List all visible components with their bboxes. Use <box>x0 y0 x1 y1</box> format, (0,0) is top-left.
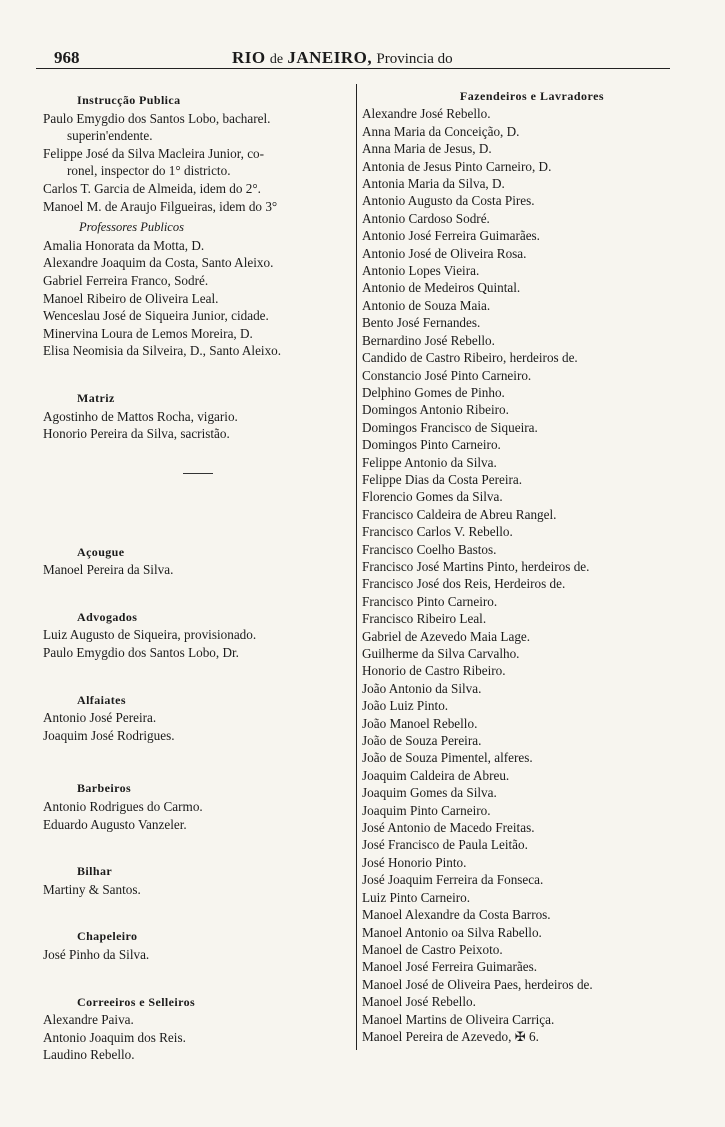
list-item: Domingos Francisco de Siqueira. <box>362 419 538 435</box>
list-item: Antonio Joaquim dos Reis. <box>43 1029 186 1045</box>
list-item: Martiny & Santos. <box>43 881 141 897</box>
list-item: Manoel M. de Araujo Filgueiras, idem do 3° <box>43 198 278 214</box>
list-item: Francisco Ribeiro Leal. <box>362 611 487 627</box>
list-item: Luiz Pinto Carneiro. <box>362 889 471 905</box>
list-item: Wenceslau José de Siqueira Junior, cidade. <box>43 308 269 324</box>
section-heading-alfaiates: Alfaiates <box>77 692 126 707</box>
list-item: Francisco Carlos V. Rebello. <box>362 524 513 540</box>
list-item: Bento José Fernandes. <box>362 315 481 331</box>
list-item: Antonio de Medeiros Quintal. <box>362 280 521 296</box>
list-item: Manoel de Castro Peixoto. <box>362 941 503 957</box>
list-item: Paulo Emygdio dos Santos Lobo, Dr. <box>43 645 239 661</box>
list-item: Eduardo Augusto Vanzeler. <box>43 816 187 832</box>
list-item: Constancio José Pinto Carneiro. <box>362 367 532 383</box>
list-item: João de Souza Pimentel, alferes. <box>362 750 533 766</box>
list-item: Paulo Emygdio dos Santos Lobo, bacharel. <box>43 110 271 126</box>
list-item: Antonio José Ferreira Guimarães. <box>362 228 540 244</box>
list-item: Antonio Lopes Vieira. <box>362 263 480 279</box>
list-item: Francisco José dos Reis, Herdeiros de. <box>362 576 566 592</box>
list-item: Alexandre José Rebello. <box>362 106 491 122</box>
list-item: Domingos Antonio Ribeiro. <box>362 402 509 418</box>
list-item: Francisco Caldeira de Abreu Rangel. <box>362 506 557 522</box>
list-item: Antonio Cardoso Sodré. <box>362 210 490 226</box>
section-heading-matriz: Matriz <box>77 390 115 405</box>
list-item: Carlos T. Garcia de Almeida, idem do 2°. <box>43 180 261 196</box>
list-item: Gabriel Ferreira Franco, Sodré. <box>43 272 209 288</box>
section-heading-chapeleiro: Chapeleiro <box>77 929 138 944</box>
list-item: Antonio José Pereira. <box>43 710 157 726</box>
list-item: Delphino Gomes de Pinho. <box>362 384 505 400</box>
list-item: Francisco Coelho Bastos. <box>362 541 497 557</box>
list-item: Gabriel de Azevedo Maia Lage. <box>362 628 531 644</box>
page-header <box>40 48 680 74</box>
list-item: Antonio Rodrigues do Carmo. <box>43 799 203 815</box>
list-item: Alexandre Joaquim da Costa, Santo Aleixo. <box>43 255 274 271</box>
running-title <box>232 48 453 68</box>
list-item: Manoel Ribeiro de Oliveira Leal. <box>43 290 219 306</box>
list-item: Anna Maria da Conceição, D. <box>362 123 520 139</box>
list-item: Manoel Alexandre da Costa Barros. <box>362 907 551 923</box>
section-heading-advogados: Advogados <box>77 609 138 624</box>
list-item: Luiz Augusto de Siqueira, provisionado. <box>43 627 257 643</box>
list-item: Antonia de Jesus Pinto Carneiro, D. <box>362 158 552 174</box>
list-item: Manoel Martins de Oliveira Carriça. <box>362 1011 555 1027</box>
list-item: Francisco José Martins Pinto, herdeiros de. <box>362 558 590 574</box>
list-item: Manoel Pereira de Azevedo, ✠ 6. <box>362 1028 539 1044</box>
list-item: José Pinho da Silva. <box>43 947 150 962</box>
list-item: Antonio de Souza Maia. <box>362 297 491 313</box>
list-item: Antonio José de Oliveira Rosa. <box>362 245 527 261</box>
list-item: Florencio Gomes da Silva. <box>362 489 503 505</box>
list-item: João Manoel Rebello. <box>362 715 478 731</box>
list-item: José Honorio Pinto. <box>362 854 467 870</box>
list-item: João Antonio da Silva. <box>362 680 482 696</box>
list-item: Domingos Pinto Carneiro. <box>362 437 501 453</box>
section-heading-acougue: Açougue <box>77 544 125 559</box>
list-item: Elisa Neomisia da Silveira, D., Santo Aleixo. <box>43 343 282 359</box>
list-item: Francisco Pinto Carneiro. <box>362 593 498 609</box>
list-item: Manoel José de Oliveira Paes, herdeiros de. <box>362 976 593 992</box>
list-item: Amalia Honorata da Motta, D. <box>43 237 205 253</box>
running-title-province: Provincia do <box>376 51 453 67</box>
left-column <box>43 92 359 1064</box>
list-item: Joaquim Caldeira de Abreu. <box>362 767 510 783</box>
list-item: Antonio Augusto da Costa Pires. <box>362 193 535 209</box>
list-item: Laudino Rebello. <box>43 1047 135 1063</box>
fazendeiros-list <box>362 105 692 1045</box>
list-item: ronel, inspector do 1° districto. <box>67 163 231 179</box>
list-item: superin'endente. <box>67 128 153 144</box>
list-item: Alexandre Paiva. <box>43 1012 134 1028</box>
list-item: João Luiz Pinto. <box>362 698 449 714</box>
list-item: Anna Maria de Jesus, D. <box>362 141 492 157</box>
header-rule <box>36 68 670 69</box>
list-item: Joaquim Gomes da Silva. <box>362 785 497 801</box>
list-item: Honorio Pereira da Silva, sacristão. <box>43 426 230 442</box>
list-item: José Joaquim Ferreira da Fonseca. <box>362 872 544 888</box>
running-title-rio: RIO <box>232 48 266 67</box>
list-item: Manoel Pereira da Silva. <box>43 562 174 578</box>
list-item: José Antonio de Macedo Freitas. <box>362 820 535 836</box>
list-item: Bernardino José Rebello. <box>362 332 495 348</box>
list-item: José Francisco de Paula Leitão. <box>362 837 528 853</box>
list-item: Manoel Antonio oa Silva Rabello. <box>362 924 542 940</box>
section-heading-professores: Professores Publicos <box>79 220 184 235</box>
list-item: Antonia Maria da Silva, D. <box>362 176 505 192</box>
page-number: 968 <box>54 48 80 67</box>
list-item: Manoel José Rebello. <box>362 994 476 1010</box>
list-item: Felippe Dias da Costa Pereira. <box>362 471 523 487</box>
section-heading-correeiros: Correeiros e Selleiros <box>77 994 196 1009</box>
list-item: Joaquim Pinto Carneiro. <box>362 802 491 818</box>
right-column <box>362 88 692 1045</box>
list-item: Honorio de Castro Ribeiro. <box>362 663 506 679</box>
list-item: Felippe José da Silva Macleira Junior, co- <box>43 145 265 161</box>
list-item: Manoel José Ferreira Guimarães. <box>362 959 538 975</box>
section-heading-instrucao: Instrucção Publica <box>77 93 181 107</box>
section-heading-barbeiros: Barbeiros <box>77 781 132 796</box>
list-item: Candido de Castro Ribeiro, herdeiros de. <box>362 350 578 366</box>
list-item: Felippe Antonio da Silva. <box>362 454 497 470</box>
list-item: Agostinho de Mattos Rocha, vigario. <box>43 408 238 424</box>
list-item: Joaquim José Rodrigues. <box>43 727 175 743</box>
section-heading-fazendeiros: Fazendeiros e Lavradores <box>459 89 605 103</box>
list-item: Minervina Loura de Lemos Moreira, D. <box>43 325 253 341</box>
running-title-de: de <box>269 52 284 67</box>
list-item: Guilherme da Silva Carvalho. <box>362 646 520 661</box>
section-heading-bilhar: Bilhar <box>77 864 113 879</box>
running-title-janeiro: JANEIRO, <box>287 48 373 67</box>
list-item: João de Souza Pereira. <box>362 733 482 749</box>
